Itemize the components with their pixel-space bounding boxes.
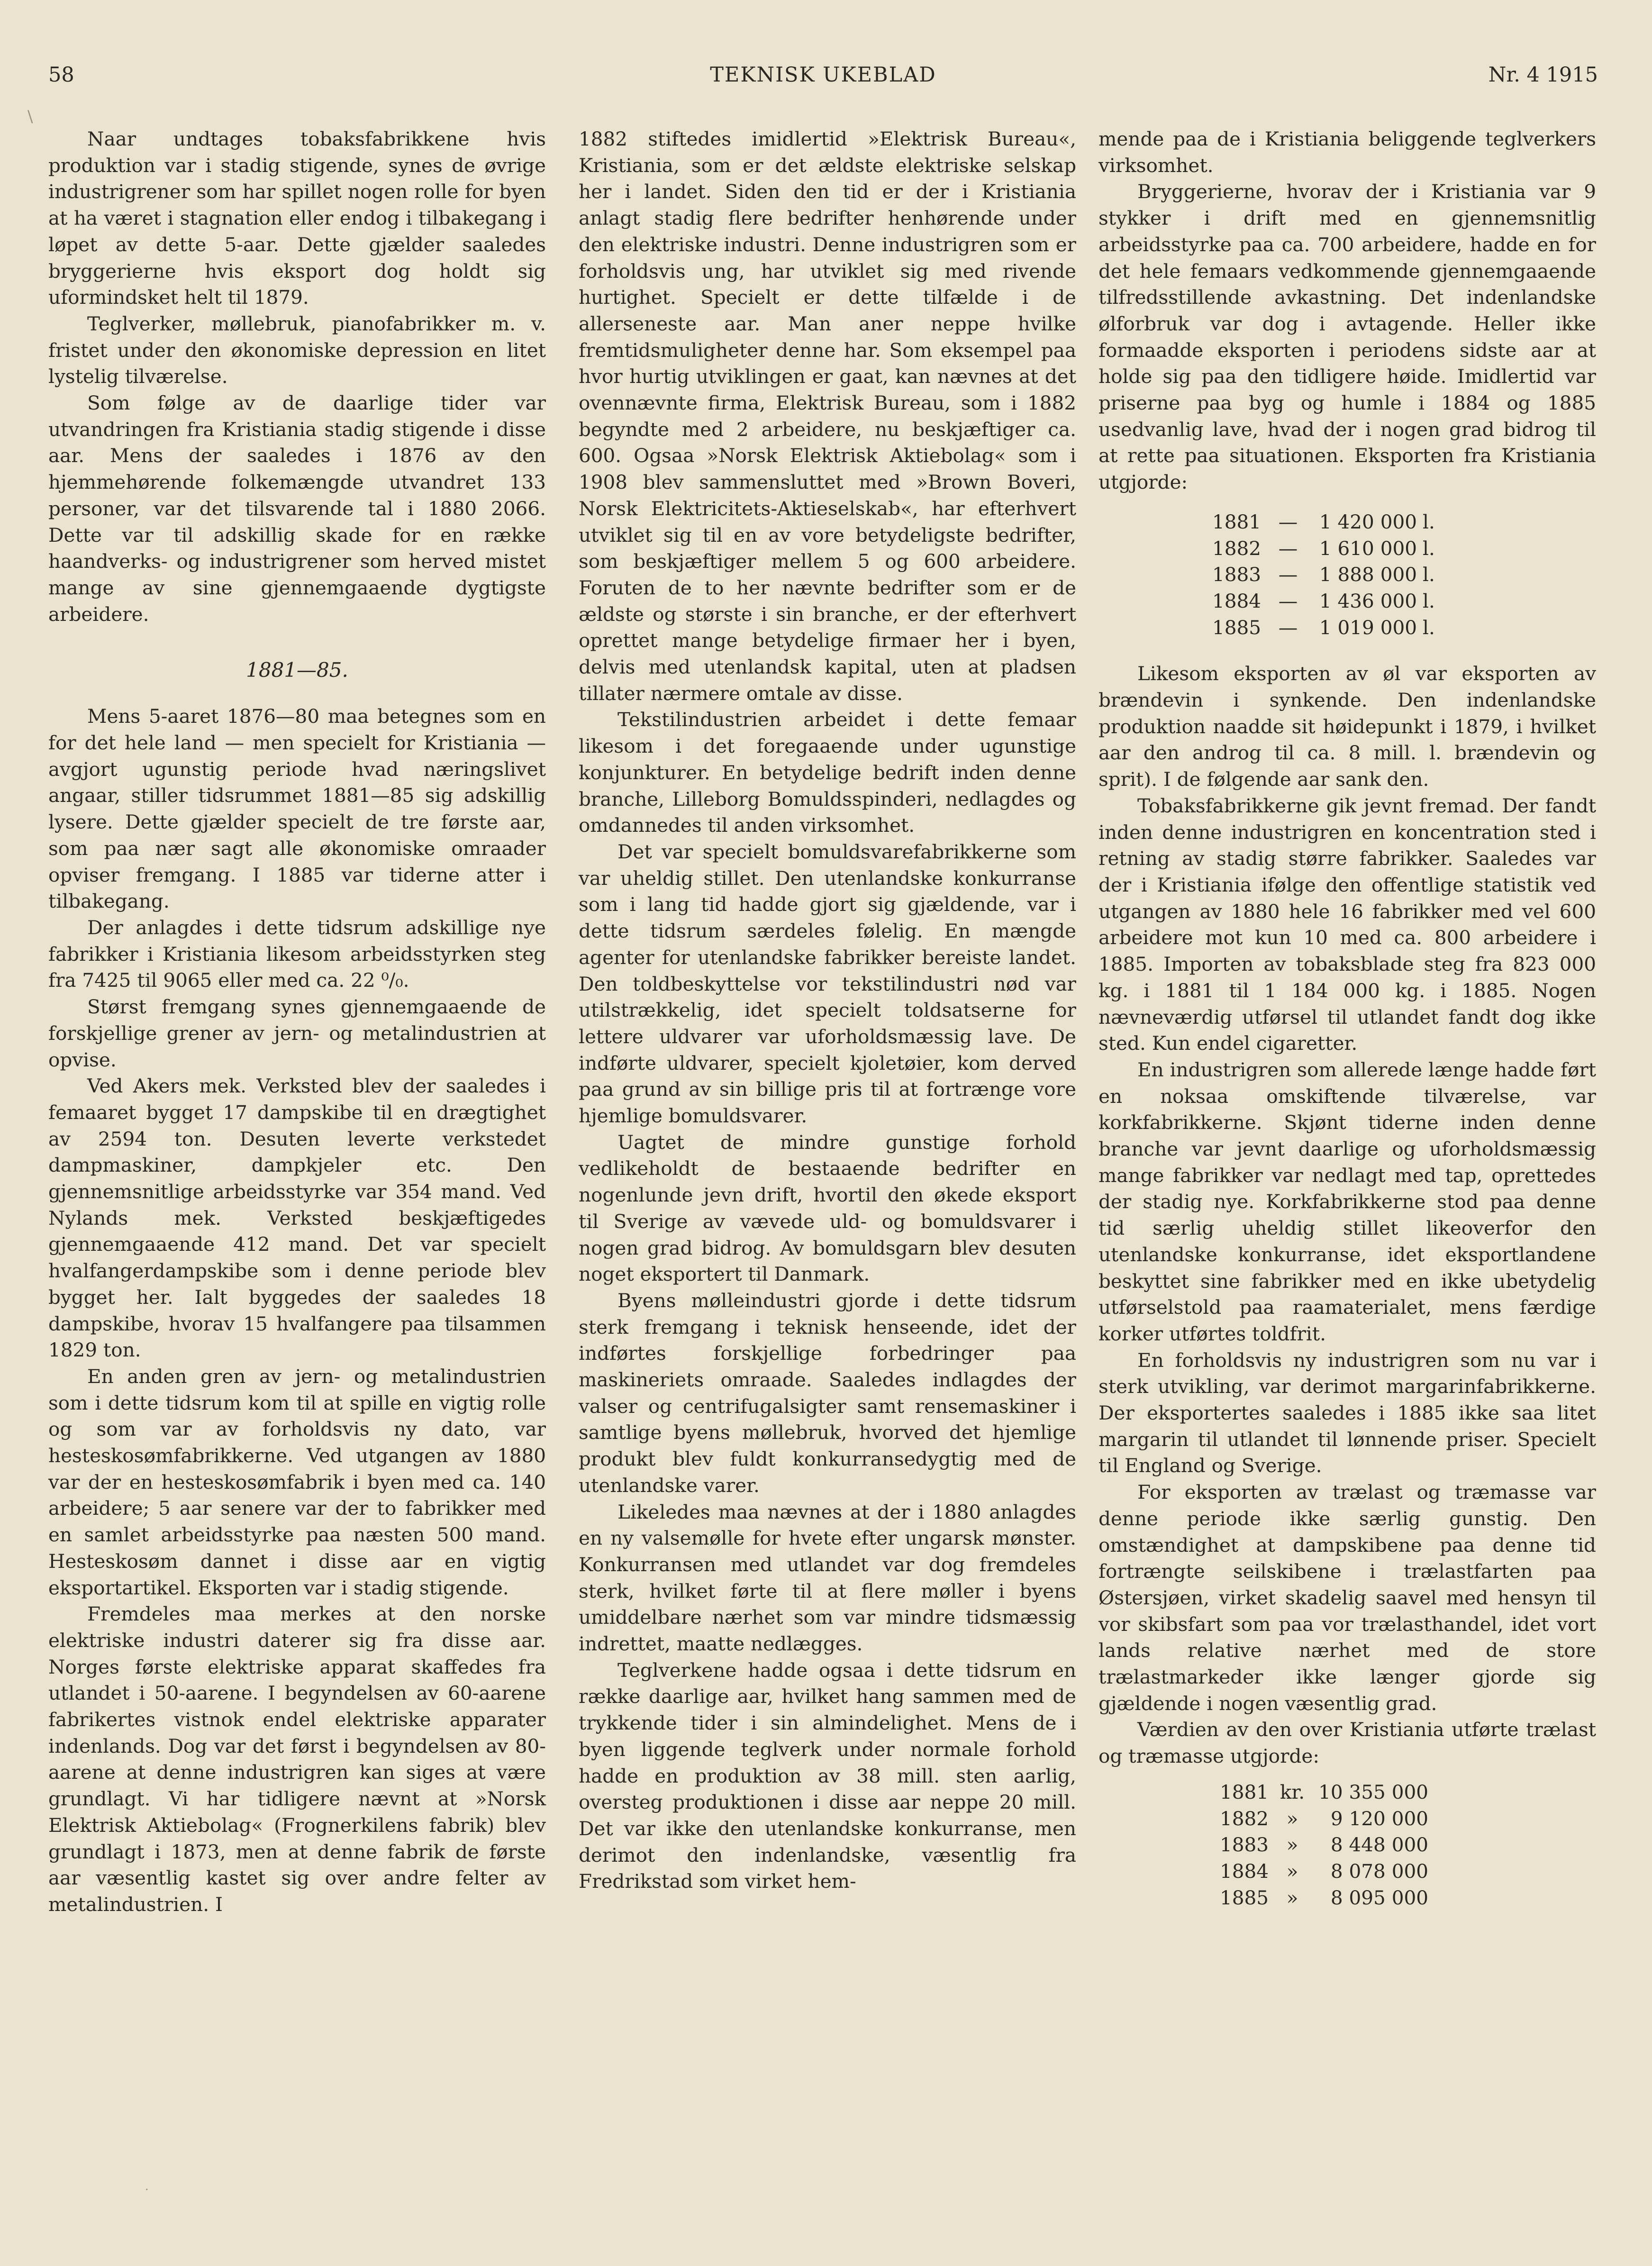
table-cell: 1 888 000 <box>1319 563 1417 586</box>
column-3 <box>1098 126 1596 1931</box>
table-cell: 1 436 000 <box>1319 589 1417 612</box>
table-cell: 1884 <box>1212 589 1262 612</box>
paragraph: Tekstilindustrien arbeidet i dette femaar likesom i det foregaaende under ugunstige konjunkturer. En betydelige bedrift inden denne branche, Lilleborg Bomuldsspinderi, nedlagdes og omdannedes til anden virksomhet. <box>579 708 1076 837</box>
table-cell: 1883 <box>1212 563 1262 586</box>
paragraph: Tobaksfabrikkerne gik jevnt fremad. Der fandt inden denne industrigren en koncentration sted i retning av stadig større fabrikker. Saaledes var der i Kristiania ifølge den offentlige statistik ved utgangen av 1880 hele 16 fabrikker med vel 600 arbeidere mot kun 10 med ca. 800 arbeidere i 1885. Importen av tobaksblade steg fra 823 000 kg. i 1881 til 1 184 000 kg. i 1885. Nogen nævneværdig utførsel til utlandet fandt dog ikke sted. Kun endel cigaretter. <box>1098 794 1596 1055</box>
table-cell: » <box>1286 1833 1298 1856</box>
table-row <box>1220 1832 1596 1858</box>
table-cell: 1883 <box>1220 1833 1269 1856</box>
table-cell: 10 355 000 <box>1318 1780 1428 1803</box>
table-cell: 1 019 000 <box>1319 616 1417 639</box>
journal-title: TEKNISK UKEBLAD <box>710 63 936 87</box>
paragraph: Det var specielt bomuldsvarefabrikkerne som var uheldig stillet. Den utenlandske konkurranse som i lang tid hadde gjort sig gjældende, var i dette tidsrum særdeles følelig. En mængde agenter for utenlandske fabrikker bereiste landet. Den toldbeskyttelse vor tekstilindustri nød var utilstrækkelig, idet specielt toldsatserne for lettere uldvarer var uforholdsmæssig lave. De indførte uldvarer, specielt kjoletøier, kom derved paa grund av sin billige pris til at fortrænge vore hjemlige bomuldsvarer. <box>579 840 1076 1128</box>
table-cell: l. <box>1423 563 1435 586</box>
page-number: 58 <box>48 63 74 87</box>
table-cell: — <box>1278 589 1298 612</box>
timber-export-table <box>1098 1779 1596 1911</box>
table-cell: 9 120 000 <box>1330 1807 1428 1830</box>
issue-number: Nr. 4 1915 <box>1488 63 1598 87</box>
paragraph: 1882 stiftedes imidlertid »Elektrisk Bureau«, Kristiania, som er det ældste elektriske selskap her i landet. Siden den tid er der i Kristiania anlagt stadig flere bedrifter henhørende under den elektriske industri. Denne industrigren som er forholdsvis ung, har utviklet sig med rivende hurtighet. Specielt er dette tilfælde i de allerseneste aar. Man aner neppe hvilke fremtidsmuligheter denne har. Som eksempel paa hvor hurtig utviklingen er gaat, kan nævnes at det ovennævnte firma, Elektrisk Bureau, som i 1882 begyndte med 2 arbeidere, nu beskjæftiger ca. 600. Ogsaa »Norsk Elektrisk Aktiebolag« som i 1908 blev sammensluttet med »Brown Boveri, Norsk Elektricitets-Aktieselskab«, har efterhvert utviklet sig til en av vore betydeligste bedrifter, som beskjæftiger mellem 5 og 600 arbeidere. Foruten de to her nævnte bedrifter som er de ældste og største i sin branche, er der efterhvert oprettet mange betydelige firmaer her i byen, delvis med utenlandsk kapital, uten at pladsen tillater nærmere omtale av disse. <box>579 127 1076 705</box>
table-row <box>1220 1779 1596 1806</box>
table-cell: 1881 <box>1220 1780 1269 1803</box>
table-cell: 1884 <box>1220 1860 1269 1883</box>
column-2 <box>579 126 1076 1895</box>
paragraph: Ved Akers mek. Verksted blev der saaledes i femaaret bygget 17 dampskibe til en drægtighet av 2594 ton. Desuten leverte verkstedet dampmaskiner, dampkjeler etc. Den gjennemsnitlige arbeidsstyrke var 354 mand. Ved Nylands mek. Verksted beskjæftigedes gjennemgaaende 412 mand. Det var specielt hvalfangerdampskibe som i denne periode blev bygget her. Ialt byggedes der saaledes 18 dampskibe, hvorav 15 hvalfangere paa tilsammen 1829 ton. <box>48 1074 546 1362</box>
table-cell: l. <box>1423 589 1435 612</box>
table-row <box>1212 562 1596 588</box>
paragraph: Der anlagdes i dette tidsrum adskillige nye fabrikker i Kristiania likesom arbeidsstyrken steg fra 7425 til 9065 eller med ca. 22 ⁰/₀. <box>48 916 546 992</box>
table-cell: — <box>1278 616 1298 639</box>
margin-dot: · <box>145 2183 149 2196</box>
table-row <box>1212 509 1596 536</box>
running-header <box>48 61 1598 89</box>
table-cell: » <box>1286 1860 1298 1883</box>
table-cell: 1 610 000 <box>1319 537 1417 560</box>
paragraph: En industrigren som allerede længe hadde ført en noksaa omskiftende tilværelse, var korkfabrikkerne. Skjønt tiderne inden denne branche var jevnt daarlige og uforholdsmæssig mange fabrikker var nedlagt med tap, oprettedes der stadig nye. Korkfabrikkerne stod paa denne tid særlig uheldig stillet likeoverfor den utenlandske konkurranse, idet eksportlandene beskyttet sine fabrikker med en ikke ubetydelig utførselstold paa raamaterialet, mens færdige korker utførtes toldfrit. <box>1098 1058 1596 1345</box>
paragraph: En anden gren av jern- og metalindustrien som i dette tidsrum kom til at spille en vigtig rolle og som var av forholdsvis ny dato, var hesteskosømfabrikkerne. Ved utgangen av 1880 var der en hesteskosømfabrik i byen med ca. 140 arbeidere; 5 aar senere var der to fabrikker med en samlet arbeidsstyrke paa næsten 500 mand. Hesteskosøm dannet i disse aar en vigtig eksportartikel. Eksporten var i stadig stigende. <box>48 1365 546 1599</box>
table-row <box>1212 536 1596 562</box>
table-row <box>1212 588 1596 615</box>
paragraph: mende paa de i Kristiania beliggende teglverkers virksomhet. <box>1098 127 1596 177</box>
table-cell: 1881 <box>1212 510 1262 533</box>
table-cell: 1885 <box>1220 1886 1269 1909</box>
paragraph: Naar undtages tobaksfabrikkene hvis produktion var i stadig stigende, synes de øvrige industrigrener som har spillet nogen rolle for byen at ha været i stagnation eller endog i tilbakegang i løpet av dette 5-aar. Dette gjælder saaledes bryggerierne hvis eksport dog holdt sig uformindsket helt til 1879. <box>48 127 546 309</box>
table-cell: — <box>1278 563 1298 586</box>
paragraph: Likesom eksporten av øl var eksporten av brændevin i synkende. Den indenlandske produktion naadde sit høidepunkt i 1879, i hvilket aar den androg til ca. 8 mill. l. brændevin og sprit). I de følgende aar sank den. <box>1098 662 1596 791</box>
paragraph: For eksporten av trælast og træmasse var denne periode ikke særlig gunstig. Den omstændighet at dampskibene paa denne tid fortrængte seilskibene i trælastfarten paa Østersjøen, virket skadelig saavel med hensyn til vor skibsfart som paa vor trælasthandel, idet vort lands relative nærhet med de store trælastmarkeder ikke længer gjorde sig gjældende i nogen væsentlig grad. <box>1098 1481 1596 1715</box>
column-1 <box>48 126 546 1918</box>
table-cell: — <box>1278 537 1298 560</box>
margin-mark: \ <box>27 107 33 126</box>
table-cell: » <box>1286 1807 1298 1830</box>
paragraph: Bryggerierne, hvorav der i Kristiania var 9 stykker i drift med en gjennemsnitlig arbeidsstyrke paa ca. 700 arbeidere, hadde en for det hele femaars vedkommende gjennemgaaende tilfredsstillende avkastning. Det indenlandske ølforbruk var dog i avtagende. Heller ikke formaadde eksporten i periodens sidste aar at holde sig paa den tidligere høide. Imidlertid var priserne paa byg og humle i 1884 og 1885 usedvanlig lave, hvad der i nogen grad bidrog til at rette paa situationen. Eksporten fra Kristiania utgjorde: <box>1098 180 1596 494</box>
paragraph: Teglverkene hadde ogsaa i dette tidsrum en række daarlige aar, hvilket hang sammen med de trykkende tider i sin almindelighet. Mens de i byen liggende teglverk under normale forhold hadde en produktion av 38 mill. sten aarlig, oversteg produktionen i disse aar neppe 20 mill. Det var ikke den utenlandske konkurranse, men derimot den indenlandske, væsentlig fra Fredrikstad som virket hem- <box>579 1658 1076 1893</box>
table-cell: l. <box>1423 616 1435 639</box>
table-cell: 1885 <box>1212 616 1262 639</box>
table-row <box>1220 1858 1596 1885</box>
paragraph: Teglverker, møllebruk, pianofabrikker m. v. fristet under den økonomiske depression en litet lystelig tilværelse. <box>48 312 546 388</box>
section-heading: 1881—85. <box>246 658 348 682</box>
table-cell: 1 420 000 <box>1319 510 1417 533</box>
table-cell: 8 095 000 <box>1330 1886 1428 1909</box>
table-cell: l. <box>1423 510 1435 533</box>
table-cell: 8 448 000 <box>1330 1833 1428 1856</box>
paragraph: Mens 5-aaret 1876—80 maa betegnes som en for det hele land — men specielt for Kristiania — avgjort ugunstig periode hvad næringslivet angaar, stiller tidsrummet 1881—85 sig adskillig lysere. Dette gjælder specielt de tre første aar, som paa nær sagt alle økonomiske omraader opviser fremgang. I 1885 var tiderne atter i tilbakegang. <box>48 705 546 913</box>
paragraph: Værdien av den over Kristiania utførte trælast og træmasse utgjorde: <box>1098 1718 1596 1768</box>
paragraph: Uagtet de mindre gunstige forhold vedlikeholdt de bestaaende bedrifter en nogenlunde jevn drift, hvortil den økede eksport til Sverige av vævede uld- og bomuldsvarer i nogen grad bidrog. Av bomuldsgarn blev desuten noget eksportert til Danmark. <box>579 1130 1076 1286</box>
paragraph: Størst fremgang synes gjennemgaaende de forskjellige grener av jern- og metalindustrien at opvise. <box>48 995 546 1071</box>
table-cell: kr. <box>1280 1780 1305 1803</box>
table-cell: l. <box>1423 537 1435 560</box>
table-cell: » <box>1286 1886 1298 1909</box>
table-cell: 1882 <box>1212 537 1262 560</box>
paragraph: Fremdeles maa merkes at den norske elektriske industri daterer sig fra disse aar. Norges første elektriske apparat skaffedes fra utlandet i 50-aarene. I begyndelsen av 60-aarene fabrikertes vistnok endel elektriske apparater indenlands. Dog var det først i begyndelsen av 80-aarene at denne industrigren kan siges at være grundlagt. Vi har tidligere nævnt at »Norsk Elektrisk Aktiebolag« (Frognerkilens fabrik) blev grundlagt i 1873, men at denne fabrik de første aar væsentlig kastet sig over andre felter av metalindustrien. I <box>48 1602 546 1916</box>
table-row <box>1220 1806 1596 1832</box>
table-row <box>1212 615 1596 641</box>
paragraph: Likeledes maa nævnes at der i 1880 anlagdes en ny valsemølle for hvete efter ungarsk mønster. Konkurransen med utlandet var dog fremdeles sterk, hvilket førte til at flere møller i byens umiddelbare nærhet som var mindre tidsmæssig indrettet, maatte nedlægges. <box>579 1500 1076 1656</box>
paragraph: En forholdsvis ny industrigren som nu var i sterk utvikling, var derimot margarinfabrikkerne. Der eksportertes saaledes i 1885 ikke saa litet margarin til utlandet til lønnende priser. Specielt til England og Sverige. <box>1098 1348 1596 1477</box>
paragraph: Som følge av de daarlige tider var utvandringen fra Kristiania stadig stigende i disse aar. Mens der saaledes i 1876 av den hjemmehørende folkemængde utvandret 133 personer, var det tilsvarende tal i 1880 2066. Dette var til adskillig skade for en række haandverks- og industrigrener som herved mistet mange av sine gjennemgaaende dygtigste arbeidere. <box>48 391 546 626</box>
table-row <box>1220 1885 1596 1911</box>
beer-export-table <box>1098 509 1596 641</box>
table-cell: 8 078 000 <box>1330 1860 1428 1883</box>
table-cell: — <box>1278 510 1298 533</box>
table-cell: 1882 <box>1220 1807 1269 1830</box>
paragraph: Byens mølleindustri gjorde i dette tidsrum sterk fremgang i teknisk henseende, idet der indførtes forskjellige forbedringer paa maskineriets omraade. Saaledes indlagdes der valser og centrifugalsigter samt rensemaskiner i samtlige byens møllebruk, hvorved det hjemlige produkt blev fuldt konkurransedygtig med de utenlandske varer. <box>579 1289 1076 1497</box>
